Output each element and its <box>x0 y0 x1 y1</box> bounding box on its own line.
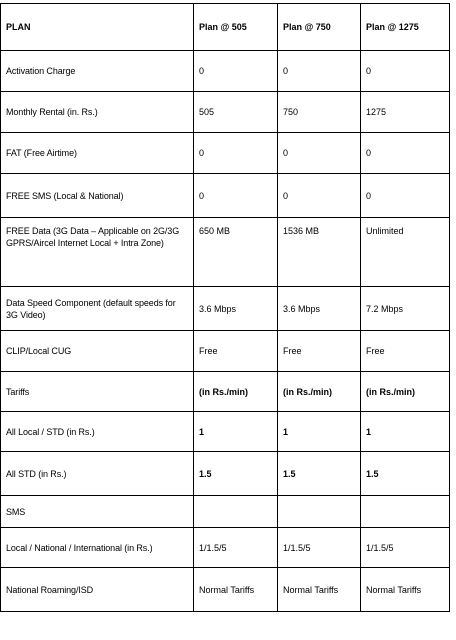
value-cell: (in Rs./min) <box>361 372 450 412</box>
row-label-cell: Activation Charge <box>1 51 194 92</box>
value-cell: 0 <box>361 174 450 218</box>
row-label-cell: FAT (Free Airtime) <box>1 133 194 174</box>
value-cell: 650 MB <box>194 218 278 287</box>
value-cell: 0 <box>194 51 278 92</box>
value-cell: 0 <box>194 133 278 174</box>
value-cell: 505 <box>194 92 278 133</box>
row-label-cell: Local / National / International (in Rs.) <box>1 528 194 568</box>
value-cell: 1536 MB <box>278 218 361 287</box>
row-label-cell: Monthly Rental (in. Rs.) <box>1 92 194 133</box>
table-header-row <box>1 4 450 51</box>
value-cell: Unlimited <box>361 218 450 287</box>
value-cell <box>194 496 278 528</box>
value-cell: Free <box>278 331 361 372</box>
header-plan-505-cell: Plan @ 505 <box>194 4 278 51</box>
value-cell: 1.5 <box>361 452 450 496</box>
row-label-cell: FREE SMS (Local & National) <box>1 174 194 218</box>
value-cell: Normal Tariffs <box>278 568 361 612</box>
value-cell: 0 <box>361 133 450 174</box>
value-cell: Normal Tariffs <box>194 568 278 612</box>
value-cell: Normal Tariffs <box>361 568 450 612</box>
table-row <box>1 92 450 133</box>
row-label-cell: CLIP/Local CUG <box>1 331 194 372</box>
table-row <box>1 412 450 452</box>
header-plan-1275-cell: Plan @ 1275 <box>361 4 450 51</box>
row-label-cell: All STD (in Rs.) <box>1 452 194 496</box>
table-row <box>1 568 450 612</box>
value-cell: 1 <box>361 412 450 452</box>
value-cell: 3.6 Mbps <box>194 287 278 331</box>
table-row <box>1 133 450 174</box>
value-cell: 0 <box>278 174 361 218</box>
value-cell: (in Rs./min) <box>278 372 361 412</box>
value-cell: 750 <box>278 92 361 133</box>
value-cell: 1275 <box>361 92 450 133</box>
row-label-cell: SMS <box>1 496 194 528</box>
value-cell: (in Rs./min) <box>194 372 278 412</box>
plan-comparison-table <box>0 3 450 612</box>
value-cell: 1/1.5/5 <box>278 528 361 568</box>
value-cell <box>278 496 361 528</box>
value-cell: Free <box>361 331 450 372</box>
table-row <box>1 218 450 287</box>
header-plan-cell: PLAN <box>1 4 194 51</box>
value-cell: 1/1.5/5 <box>361 528 450 568</box>
value-cell: 1.5 <box>278 452 361 496</box>
table-row <box>1 331 450 372</box>
value-cell: 1 <box>194 412 278 452</box>
value-cell: 7.2 Mbps <box>361 287 450 331</box>
table-row <box>1 51 450 92</box>
table-row <box>1 372 450 412</box>
table-row <box>1 174 450 218</box>
header-plan-750-cell: Plan @ 750 <box>278 4 361 51</box>
value-cell: 1/1.5/5 <box>194 528 278 568</box>
row-label-cell: Data Speed Component (default speeds for 3G Video) <box>1 287 194 331</box>
table-row <box>1 287 450 331</box>
value-cell: Free <box>194 331 278 372</box>
value-cell <box>361 496 450 528</box>
value-cell: 0 <box>278 133 361 174</box>
row-label-cell: National Roaming/ISD <box>1 568 194 612</box>
value-cell: 0 <box>361 51 450 92</box>
table-row <box>1 496 450 528</box>
value-cell: 3.6 Mbps <box>278 287 361 331</box>
value-cell: 0 <box>194 174 278 218</box>
row-label-cell: All Local / STD (in Rs.) <box>1 412 194 452</box>
value-cell: 1.5 <box>194 452 278 496</box>
table-row <box>1 452 450 496</box>
value-cell: 1 <box>278 412 361 452</box>
table-row <box>1 528 450 568</box>
row-label-cell: FREE Data (3G Data – Applicable on 2G/3G GPRS/Aircel Internet Local + Intra Zone) <box>1 218 194 287</box>
value-cell: 0 <box>278 51 361 92</box>
row-label-cell: Tariffs <box>1 372 194 412</box>
